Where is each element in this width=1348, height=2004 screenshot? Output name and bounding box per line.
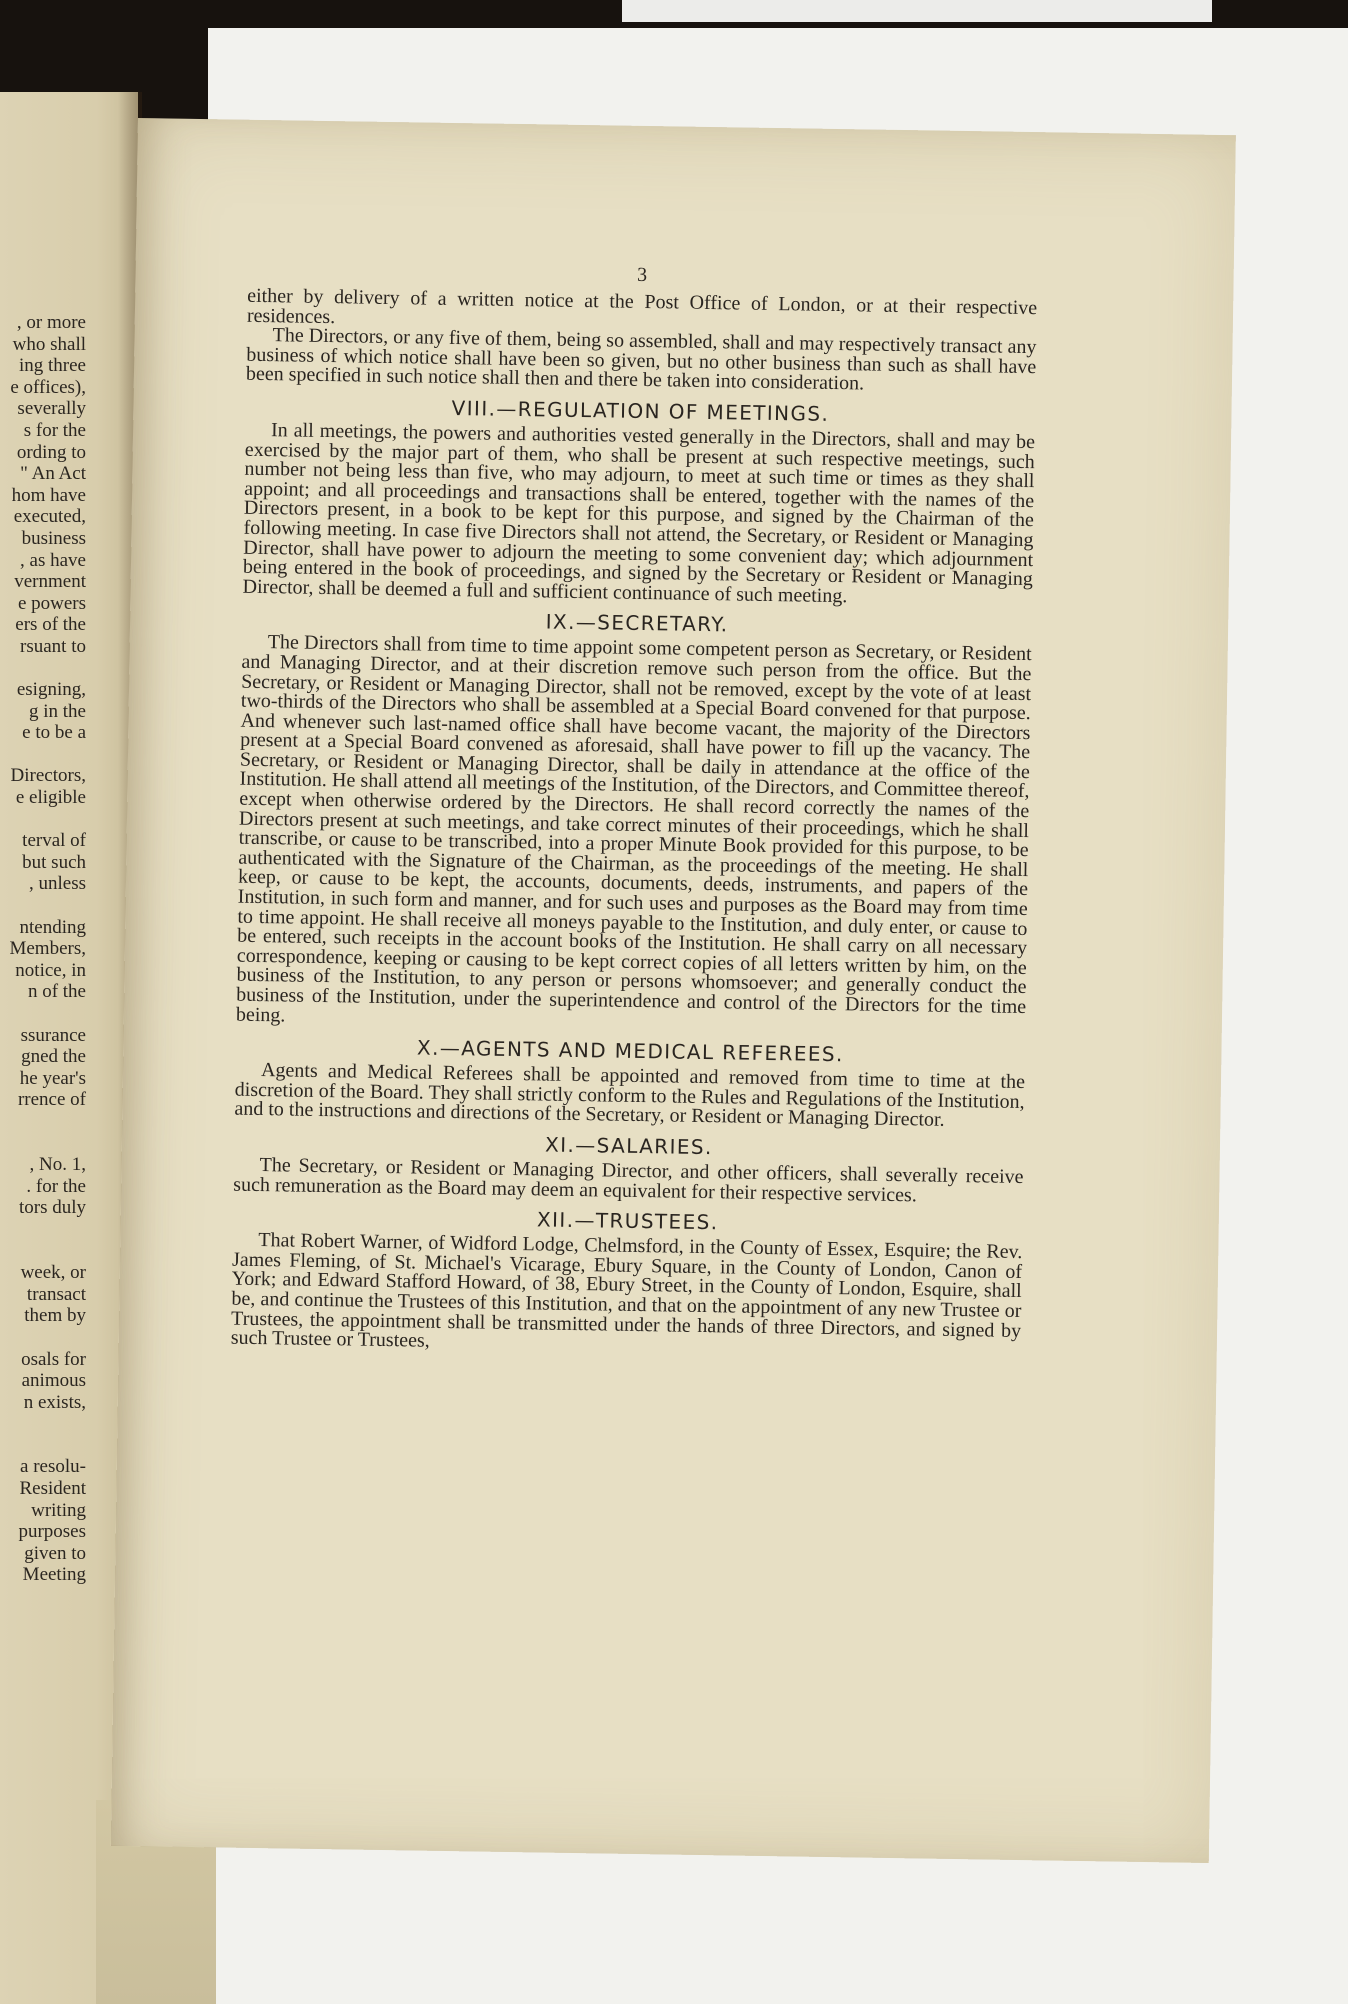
left-page-line [0, 809, 86, 831]
page-number: 3 [636, 263, 649, 287]
section-text-agents-medical-referees: Agents and Medical Referees shall be appointed and removed from time to time at the discretion of the Board. They shall strictly conform to the Rules and Regulations of the Institution, and to the instructions and directions of the Secretary, or Resident or Managing Director. [234, 1059, 1026, 1132]
left-page-line: business [21, 527, 86, 549]
left-page-line: n of the [27, 981, 86, 1003]
left-page-line [0, 1219, 86, 1241]
section-heading-trustees: XII.—TRUSTEES. [536, 1207, 719, 1235]
left-page-line: week, or [20, 1262, 86, 1284]
left-page-line: ers of the [15, 614, 86, 636]
left-page-line: Directors, [10, 765, 86, 787]
left-page-line: terval of [22, 830, 86, 852]
left-page-line: a resolu- [20, 1456, 86, 1478]
backing-paper-strip [622, 0, 1212, 22]
left-page-line: he year's [19, 1067, 86, 1089]
left-page-line: rsuant to [20, 635, 86, 657]
left-page-line: hom have [11, 484, 86, 506]
left-page-line: purposes [18, 1521, 86, 1543]
section-heading-agents-medical-referees: X.—AGENTS AND MEDICAL REFEREES. [416, 1035, 844, 1067]
left-page-line: gned the [21, 1046, 86, 1068]
left-page-line: writing [31, 1499, 86, 1521]
left-page-line: notice, in [15, 959, 86, 981]
left-page-line: e offices), [10, 376, 86, 398]
left-page-line: s for the [23, 419, 86, 441]
left-page-line: g in the [29, 700, 86, 722]
left-page-line: ntending [19, 916, 86, 938]
section-text-salaries: The Secretary, or Resident or Managing Director, and other officers, shall severally receive such remuneration as the Board may deem an equivalent for their respective services. [233, 1154, 1024, 1206]
left-page-line: n exists, [23, 1391, 86, 1413]
left-page-line: them by [24, 1305, 86, 1327]
intro-paragraph-2: The Directors, or any five of them, being so assembled, shall and may respectively transact any business of which notice shall have been so given, but no other business than such as shall have been specified in such notice shall then and there be taken into consideration. [245, 324, 1037, 395]
left-page-line: executed, [13, 506, 86, 528]
left-page-line [0, 1111, 86, 1133]
section-text-regulation-of-meetings: In all meetings, the powers and authorities vested generally in the Directors, shall and may be exercised by the major part of them, who shall be present at such respective meetings, such number not being less than five, who may adjourn, to meet at such time or times as they shall appoint; and all proceedings and transactions shall be entered, together with the names of the Directors present, in a book to be kept for this purpose, and signed by the Chairman of the following meeting. In case five Directors shall not attend, the Secretary, or Resident or Managing Director, shall have power to adjourn the meeting to some convenient day; which adjournment being entered in the book of proceedings, and signed by the Secretary or Resident or Managing Director, shall be deemed a full and sufficient continuance of such meeting. [242, 419, 1036, 607]
left-page-line: e eligible [15, 787, 86, 809]
left-page-line: transact [26, 1283, 86, 1305]
left-page-line: Meeting [22, 1564, 86, 1586]
left-page-line: e to be a [22, 722, 86, 744]
left-page-line [0, 1133, 86, 1155]
left-page-line [0, 1413, 86, 1435]
left-page-line [0, 1003, 86, 1025]
left-page-line: but such [22, 851, 86, 873]
left-page-line: osals for [21, 1348, 86, 1370]
left-page-line: . for the [26, 1175, 86, 1197]
section-heading-salaries: XI.—SALARIES. [544, 1132, 713, 1160]
left-page-line: esigning, [16, 679, 86, 701]
left-page-line [0, 744, 86, 766]
left-page-line: e powers [17, 592, 86, 614]
left-page-line [0, 1327, 86, 1349]
intro-paragraph-1: either by delivery of a written notice at the Post Office of London, or at their respective residences. [246, 284, 1038, 328]
left-page-line: animous [21, 1370, 86, 1392]
left-page-line: , as have [20, 549, 86, 571]
left-page-line: Resident [19, 1478, 86, 1500]
left-page-line: who shall [12, 333, 86, 355]
left-page-line: ssurance [20, 1024, 86, 1046]
left-page-line: , or more [16, 312, 86, 333]
section-heading-regulation-of-meetings: VIII.—REGULATION OF MEETINGS. [451, 395, 830, 426]
left-page-line: , unless [29, 873, 86, 895]
section-text-secretary: The Directors shall from time to time appoint some competent person as Secretary, or Resident and Managing Director, and at their discretion remove such person from the office. But the Secretary, or Resident or Managing Director, shall not be removed, except by the vote of at least two-thirds of the Directors who shall be assembled at a Special Board convened for that purpose. And whenever such last-named office shall have become vacant, the majority of the Directors present at a Special Board convened as aforesaid, shall have power to fill up the vacancy. The Secretary, or Resident or Managing Director, shall be daily in attendance at the office of the Institution. He shall attend all meetings of the Institution, of the Directors, and Committee thereof, except when otherwise ordered by the Directors. He shall record correctly the names of the Directors present at such meetings, and take correct minutes of their proceedings, which he shall transcribe, or cause to be transcribed, into a proper Minute Book provided for this purpose, to be authenticated with the Signature of the Chairman, as the proceedings of the meeting. He shall keep, or cause to be kept, the accounts, documents, deeds, instruments, and papers of the Institution, in such form and manner, and for such uses and purposes as the Board may from time to time appoint. He shall receive all moneys payable to the Institution, and duly enter, or cause to be entered, such receipts in the account books of the Institution. He shall carry on all necessary correspondence, keeping or causing to be kept correct copies of all letters written by him, on the business of the Institution, to any person or persons whomsoever; and generally conduct the business of the Institution, under the superintendence and control of the Directors for the time being. [235, 631, 1032, 1027]
left-page-line [0, 895, 86, 917]
left-page-line: rrence of [17, 1089, 86, 1111]
left-page-line: vernment [14, 571, 86, 593]
section-heading-secretary: IX.—SECRETARY. [545, 609, 729, 637]
left-page-line [0, 1435, 86, 1457]
left-page-line: given to [24, 1542, 86, 1564]
page-content [231, 258, 1038, 1361]
left-page-line [0, 1241, 86, 1263]
left-page-line: Members, [9, 938, 86, 960]
main-page [111, 118, 1236, 1863]
left-page-line: tors duly [18, 1197, 86, 1219]
section-text-trustees: That Robert Warner, of Widford Lodge, Chelmsford, in the County of Essex, Esquire; the Rev. James Fleming, of St. Michael's Vicarage, Ebury Square, in the County of London, Canon of York; and Edward Stafford Howard, of 38, Ebury Street, in the County of London, Esquire, shall be, and continue the Trustees of this Institution, and that on the appointment of any new Trustee or Trustees, the appointment shall be transmitted under the hands of three Directors, and signed by such Trustee or Trustees, [230, 1229, 1023, 1352]
left-page-text [0, 312, 86, 1586]
left-page-line: severally [17, 398, 86, 420]
left-page-line: , No. 1, [29, 1154, 86, 1176]
left-page-line: " An Act [20, 463, 86, 485]
left-page-line [0, 658, 86, 680]
left-page-line: ing three [18, 355, 86, 377]
left-page-line: ording to [16, 441, 86, 463]
